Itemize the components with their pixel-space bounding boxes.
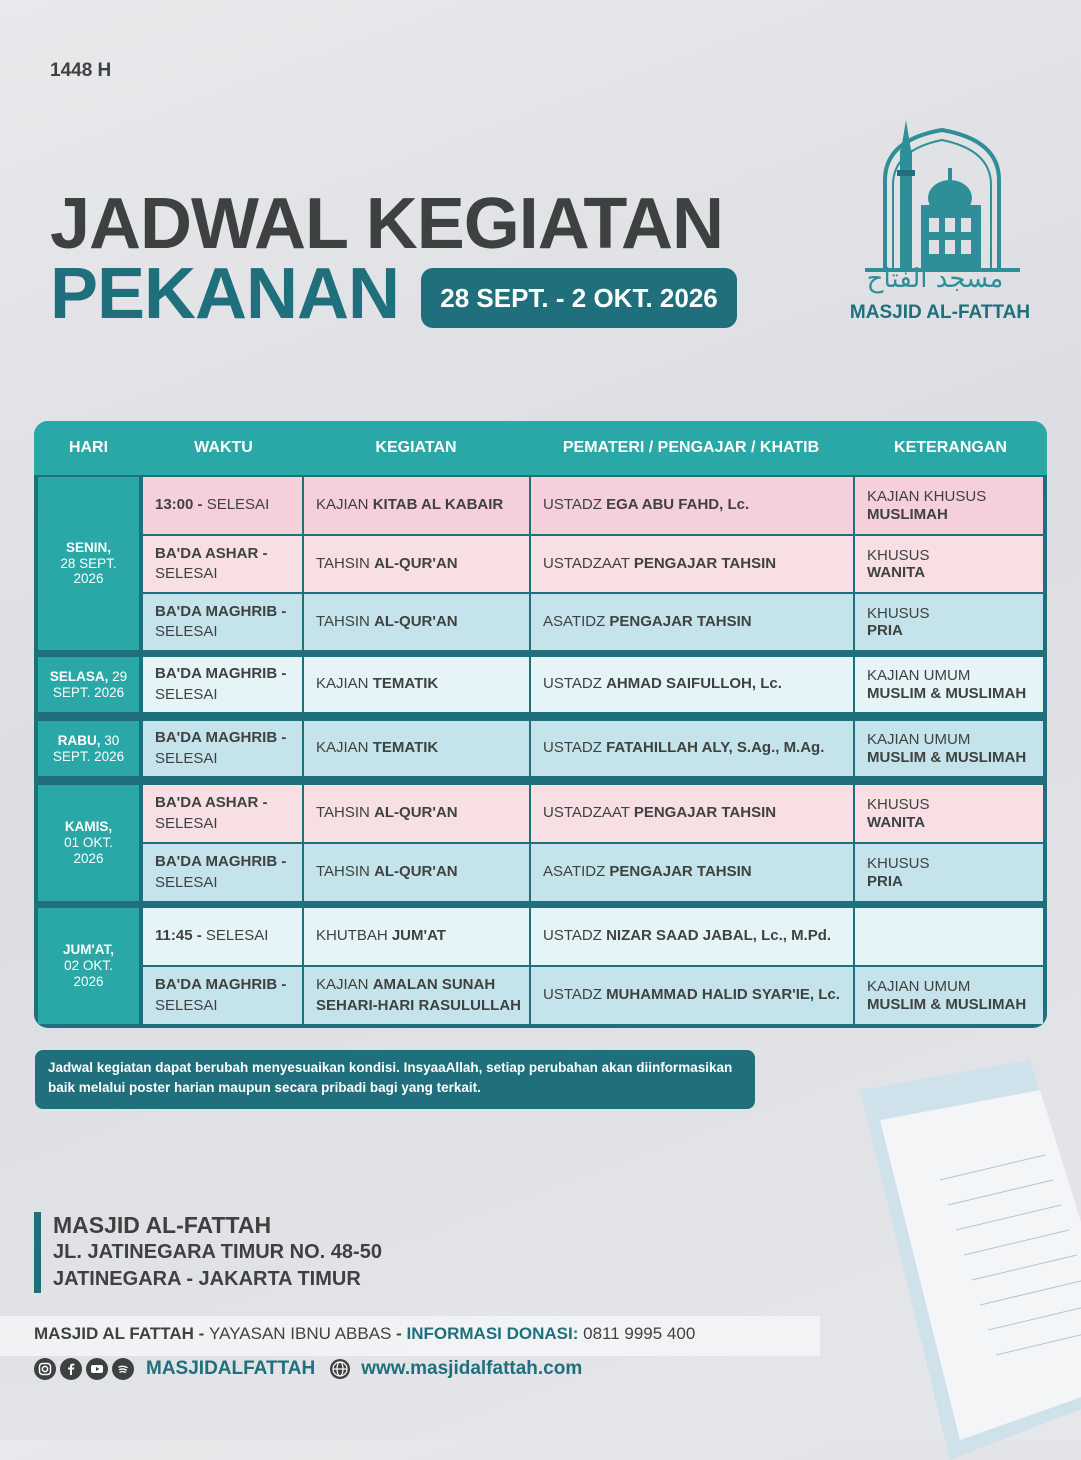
day-date: 30 [100, 732, 120, 748]
speaker-cell [531, 536, 853, 592]
speaker-name: AHMAD SAIFULLOH, Lc. [606, 675, 782, 693]
time-cell [143, 967, 302, 1024]
time-bold: BA'DA ASHAR - [155, 794, 268, 812]
activity-name: TEMATIK [372, 675, 439, 693]
speaker-title: USTADZ [543, 986, 607, 1004]
time-bold: BA'DA MAGHRIB - [155, 602, 287, 620]
time-rest: SELESAI [201, 927, 269, 945]
speaker-cell [531, 908, 853, 965]
logo-name: MASJID AL-FATTAH [849, 302, 1031, 323]
address-block [34, 1212, 382, 1293]
speaker-title: USTADZ [543, 927, 607, 945]
note-text: KHUSUS [867, 546, 930, 564]
time-cell [143, 657, 302, 712]
day-date: 01 OKT. [64, 835, 113, 851]
day-date: 29 [108, 668, 128, 684]
speaker-cell [531, 967, 853, 1024]
website-link[interactable]: www.masjidalfattah.com [361, 1358, 583, 1379]
note-cell [855, 594, 1043, 650]
notebook-decoration [800, 1060, 1081, 1460]
globe-icon [329, 1358, 351, 1380]
time-rest: SELESAI [155, 565, 218, 582]
header-kegiatan: KEGIATAN [375, 439, 457, 456]
time-bold: BA'DA MAGHRIB - [155, 665, 287, 683]
note-bold: MUSLIMAH [867, 505, 948, 523]
speaker-cell [531, 785, 853, 842]
time-cell [143, 785, 302, 842]
speaker-title: ASATIDZ [543, 863, 610, 881]
header-pemateri: PEMATERI / PENGAJAR / KHATIB [562, 439, 820, 456]
speaker-name: FATAHILLAH ALY, S.Ag., M.Ag. [606, 739, 825, 757]
note-bold: PRIA [867, 872, 903, 890]
day-name: SENIN, [65, 539, 111, 555]
note-cell [855, 785, 1043, 842]
time-rest: SELESAI [155, 814, 218, 832]
time-rest: SELESAI [155, 623, 218, 640]
speaker-name: MUHAMMAD HALID SYAR'IE, Lc. [606, 986, 840, 1004]
activity-name: AL-QUR'AN [374, 804, 458, 822]
day-year: 2026 [73, 850, 104, 866]
logo-arabic-name: مسجد الفتاح [866, 264, 1004, 294]
page-title-line2: PEKANAN [50, 254, 400, 334]
activity-name: AL-QUR'AN [374, 612, 458, 630]
table-row [143, 477, 1043, 534]
day-cell [38, 721, 139, 776]
time-rest: SELESAI [155, 685, 218, 703]
speaker-cell [531, 657, 853, 712]
activity-cell [304, 721, 529, 776]
speaker-cell [531, 477, 853, 534]
note-cell [855, 536, 1043, 592]
table-row [143, 844, 1043, 901]
day-cell [38, 908, 139, 1024]
note-cell [855, 908, 1043, 965]
time-bold: BA'DA MAGHRIB - [155, 729, 287, 747]
time-cell [143, 908, 302, 965]
header-keterangan: KETERANGAN [894, 439, 1007, 456]
note-text: KHUSUS [867, 855, 930, 873]
day-year: 2026 [73, 973, 104, 989]
note-text: KAJIAN UMUM [867, 667, 971, 685]
activity-name: AMALAN SUNAH SEHARI-HARI RASULULLAH [316, 976, 521, 1014]
address-line1: JL. JATINEGARA TIMUR NO. 48-50 [53, 1241, 382, 1263]
speaker-name: PENGAJAR TAHSIN [609, 612, 752, 630]
day-cell [38, 477, 139, 650]
day-name: KAMIS, [64, 819, 113, 835]
spotify-icon[interactable] [112, 1358, 134, 1380]
table-row [143, 908, 1043, 965]
footer-credits [34, 1324, 695, 1344]
footer-org2: YAYASAN IBNU ABBAS [209, 1324, 392, 1343]
disclaimer-note: Jadwal kegiatan dapat berubah menyesuaikan kondisi. InsyaaAllah, setiap perubahan akan diinformasikan baik melalui poster harian maupun secara pribadi bagi yang terkait. [35, 1050, 755, 1109]
note-bold: MUSLIM & MUSLIMAH [867, 748, 1027, 766]
speaker-title: USTADZAAT [543, 804, 634, 822]
address-name: MASJID AL-FATTAH [53, 1212, 272, 1238]
social-handle[interactable]: MASJIDALFATTAH [146, 1358, 316, 1379]
note-cell [855, 657, 1043, 712]
instagram-icon[interactable] [34, 1358, 56, 1380]
note-cell [855, 721, 1043, 776]
note-text: KAJIAN UMUM [867, 731, 971, 749]
note-bold: MUSLIM & MUSLIMAH [867, 995, 1027, 1013]
time-rest: SELESAI [155, 996, 218, 1014]
facebook-icon[interactable] [60, 1358, 82, 1380]
day-year: SEPT. 2026 [52, 748, 125, 764]
note-bold: WANITA [867, 813, 926, 831]
time-cell [143, 536, 302, 592]
table-header [34, 421, 1047, 475]
time-cell [143, 844, 302, 901]
speaker-cell [531, 594, 853, 650]
activity-prefix: KHUTBAH [316, 927, 392, 945]
time-cell [143, 721, 302, 776]
activity-cell [304, 536, 529, 592]
day-cell [38, 657, 139, 712]
time-bold: BA'DA MAGHRIB - [155, 976, 287, 994]
activity-cell [304, 594, 529, 650]
time-cell [143, 477, 302, 534]
note-cell [855, 967, 1043, 1024]
time-rest: SELESAI [155, 873, 218, 891]
activity-cell [304, 908, 529, 965]
activity-prefix: TAHSIN [316, 554, 375, 572]
speaker-name: EGA ABU FAHD, Lc. [606, 496, 750, 514]
time-bold: BA'DA MAGHRIB - [155, 853, 287, 871]
activity-prefix: TAHSIN [316, 612, 375, 630]
speaker-name: NIZAR SAAD JABAL, Lc., M.Pd. [606, 927, 832, 945]
activity-name: TEMATIK [372, 739, 439, 757]
table-row [143, 721, 1043, 776]
activity-name: AL-QUR'AN [374, 863, 458, 881]
time-rest: SELESAI [202, 496, 270, 514]
date-range-badge: 28 SEPT. - 2 OKT. 2026 [421, 268, 737, 328]
activity-cell [304, 477, 529, 534]
speaker-name: PENGAJAR TAHSIN [633, 554, 777, 572]
day-date: 02 OKT. [64, 958, 113, 974]
activity-prefix: KAJIAN [316, 976, 373, 994]
activity-prefix: TAHSIN [316, 804, 375, 822]
hijri-year: 1448 H [50, 60, 112, 81]
speaker-title: USTADZ [543, 675, 607, 693]
note-bold: MUSLIM & MUSLIMAH [867, 684, 1027, 702]
footer-sep1: - [193, 1324, 210, 1343]
schedule-table [34, 421, 1047, 1028]
donation-label: INFORMASI DONASI: [406, 1324, 579, 1343]
speaker-title: USTADZ [543, 739, 607, 757]
day-year: SEPT. 2026 [52, 684, 125, 700]
speaker-name: PENGAJAR TAHSIN [609, 863, 752, 881]
activity-cell [304, 844, 529, 901]
note-text: KHUSUS [867, 604, 930, 622]
day-date: 28 SEPT. [60, 555, 117, 571]
activity-prefix: KAJIAN [316, 496, 373, 514]
day-name: JUM'AT, [63, 942, 114, 958]
activity-name: JUM'AT [391, 927, 446, 945]
activity-prefix: TAHSIN [316, 863, 375, 881]
day-year: 2026 [73, 571, 104, 587]
donation-phone: 0811 9995 400 [578, 1324, 696, 1343]
note-bold: PRIA [867, 622, 903, 639]
note-bold: WANITA [867, 564, 926, 581]
time-rest: SELESAI [155, 749, 218, 767]
table-row [143, 657, 1043, 712]
header-waktu: WAKTU [194, 439, 253, 456]
speaker-title: USTADZAAT [543, 554, 634, 572]
footer-sep2: - [391, 1324, 407, 1343]
speaker-cell [531, 844, 853, 901]
activity-name: AL-QUR'AN [374, 554, 458, 572]
table-row [143, 536, 1043, 592]
speaker-cell [531, 721, 853, 776]
time-bold: BA'DA ASHAR - [155, 544, 268, 562]
social-links [34, 1355, 582, 1383]
table-row [143, 785, 1043, 842]
header-hari: HARI [68, 439, 109, 456]
table-row [143, 967, 1043, 1024]
day-name: SELASA, [49, 668, 109, 684]
page-title-line1: JADWAL KEGIATAN [50, 184, 724, 264]
time-bold: 13:00 - [155, 496, 203, 514]
activity-cell [304, 967, 529, 1024]
note-text: KHUSUS [867, 796, 930, 814]
address-line2: JATINEGARA - JAKARTA TIMUR [53, 1268, 361, 1290]
activity-cell [304, 785, 529, 842]
footer-org1: MASJID AL FATTAH [34, 1324, 194, 1343]
day-cell [38, 785, 139, 901]
time-cell [143, 594, 302, 650]
note-text: KAJIAN KHUSUS [867, 488, 987, 506]
table-row [143, 594, 1043, 650]
activity-cell [304, 657, 529, 712]
speaker-name: PENGAJAR TAHSIN [633, 804, 777, 822]
time-bold: 11:45 - [155, 927, 202, 945]
activity-prefix: KAJIAN [316, 739, 373, 757]
note-cell [855, 477, 1043, 534]
activity-prefix: KAJIAN [316, 675, 373, 693]
youtube-icon[interactable] [86, 1358, 108, 1380]
day-name: RABU, [57, 732, 101, 748]
activity-name: KITAB AL KABAIR [372, 496, 504, 514]
note-cell [855, 844, 1043, 901]
speaker-title: ASATIDZ [543, 612, 610, 630]
speaker-title: USTADZ [543, 496, 607, 514]
note-text: KAJIAN UMUM [867, 978, 971, 996]
